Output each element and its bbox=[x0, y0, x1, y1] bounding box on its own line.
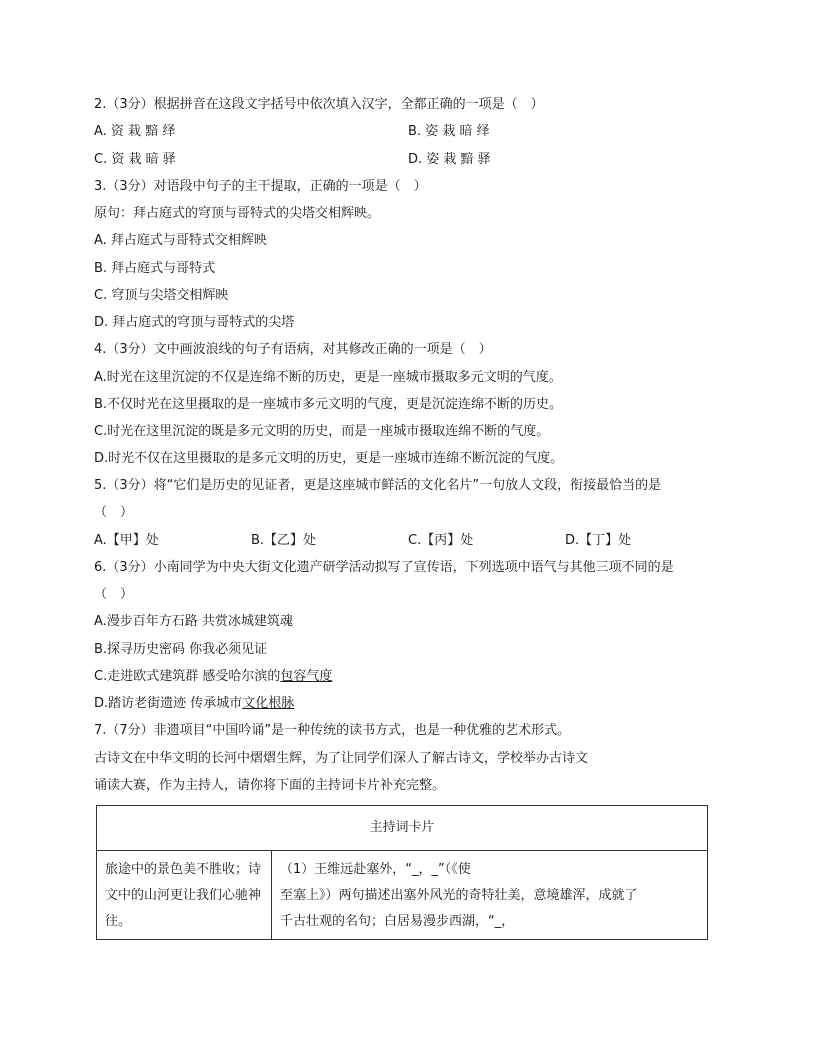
q5-option-b: B.【乙】处 bbox=[251, 533, 317, 548]
q3-stem: 3.（3分）对语段中句子的主干提取，正确的一项是（ ） bbox=[94, 179, 427, 194]
q2-option-d: D. 姿 栽 黯 驿 bbox=[408, 152, 491, 167]
q2-stem: 2.（3分）根据拼音在这段文字括号中依次填入汉字，全都正确的一项是（ ） bbox=[94, 97, 544, 112]
q6-option-c bbox=[94, 668, 332, 686]
q6-option-d-text: D.踏访老街遗迹 传承城市 bbox=[94, 696, 243, 711]
q2-option-c: C. 资 栽 暗 驿 bbox=[94, 152, 176, 167]
q6-option-c-underlined: 包容气度 bbox=[280, 669, 333, 684]
card-title: 主持词卡片 bbox=[97, 806, 708, 851]
q5-stem: 5.（3分）将“它们是历史的见证者，更是这座城市鲜活的文化名片”一句放人文段，衔接最恰当的是 bbox=[94, 478, 662, 493]
q6-option-a bbox=[94, 613, 293, 631]
q6-stem: 6.（3分）小南同学为中央大街文化遗产研学活动拟写了宣传语，下列选项中语气与其他三项不同的是 bbox=[94, 560, 674, 575]
card-right-line-2: 至塞上》）两句描述出塞外风光的奇特壮美，意境雄浑，成就了 bbox=[280, 888, 638, 903]
q6-answer-paren: （ ） bbox=[94, 587, 134, 602]
card-right-line-3: 千古壮观的名句；白居易漫步西湖，“_， bbox=[280, 914, 515, 929]
q6-option-a-text: A.漫步百年方石路 共赏冰城建筑魂 bbox=[94, 614, 293, 629]
q3-original-sentence: 原句：拜占庭式的穹顶与哥特式的尖塔交相辉映。 bbox=[94, 206, 381, 221]
q5-answer-paren: （ ） bbox=[94, 505, 134, 520]
q6-option-b bbox=[94, 641, 267, 659]
q3-option-a: A. 拜占庭式与哥特式交相辉映 bbox=[94, 233, 267, 248]
card-left-cell: 旅途中的景色美不胜收；诗文中的山河更让我们心驰神往。 bbox=[97, 851, 272, 940]
q6-option-b-text: B.探寻历史密码 你我必须见证 bbox=[94, 642, 268, 657]
q4-option-d: D.时光不仅在这里摄取的是多元文明的历史，更是一座城市连绵不断沉淀的气度。 bbox=[94, 451, 564, 466]
host-script-card bbox=[96, 805, 708, 940]
q3-option-c: C. 穹顶与尖塔交相辉映 bbox=[94, 288, 229, 303]
q6-option-d bbox=[94, 695, 294, 713]
q4-option-c: C.时光在这里沉淀的既是多元文明的历史，而是一座城市摄取连绵不断的气度。 bbox=[94, 424, 550, 439]
q4-option-b: B.不仅时光在这里摄取的是一座城市多元文明的气度，更是沉淀连绵不断的历史。 bbox=[94, 397, 563, 412]
q3-option-d: D. 拜占庭式的穹顶与哥特式的尖塔 bbox=[94, 315, 295, 330]
q7-text-line-2: 诵读大赛，作为主持人，请你将下面的主持词卡片补充完整。 bbox=[94, 778, 446, 793]
q5-option-d: D.【丁】处 bbox=[565, 533, 632, 548]
q7-text-line-1: 古诗文在中华文明的长河中熠熠生辉，为了让同学们深人了解古诗文，学校举办古诗文 bbox=[94, 751, 589, 766]
q6-option-c-text: C.走进欧式建筑群 感受哈尔滨的 bbox=[94, 669, 281, 684]
q5-option-a: A.【甲】处 bbox=[94, 533, 159, 548]
q2-option-b: B. 姿 栽 暗 绎 bbox=[408, 124, 490, 139]
q6-option-d-underlined: 文化根脉 bbox=[242, 696, 295, 711]
q7-stem: 7.（7分）非遗项目“中国吟诵”是一种传统的读书方式，也是一种优雅的艺术形式。 bbox=[94, 723, 571, 738]
q4-option-a: A.时光在这里沉淀的不仅是连绵不断的历史，更是一座城市摄取多元文明的气度。 bbox=[94, 370, 562, 385]
q5-option-c: C.【丙】处 bbox=[408, 533, 474, 548]
q2-option-a: A. 资 栽 黯 绎 bbox=[94, 124, 176, 139]
card-right-cell bbox=[272, 851, 708, 940]
q3-option-b: B. 拜占庭式与哥特式 bbox=[94, 261, 216, 276]
q4-stem: 4.（3分）文中画波浪线的句子有语病，对其修改正确的一项是（ ） bbox=[94, 342, 492, 357]
card-right-line-1: （1）王维远赴塞外，“_，_”（《使 bbox=[280, 862, 471, 877]
